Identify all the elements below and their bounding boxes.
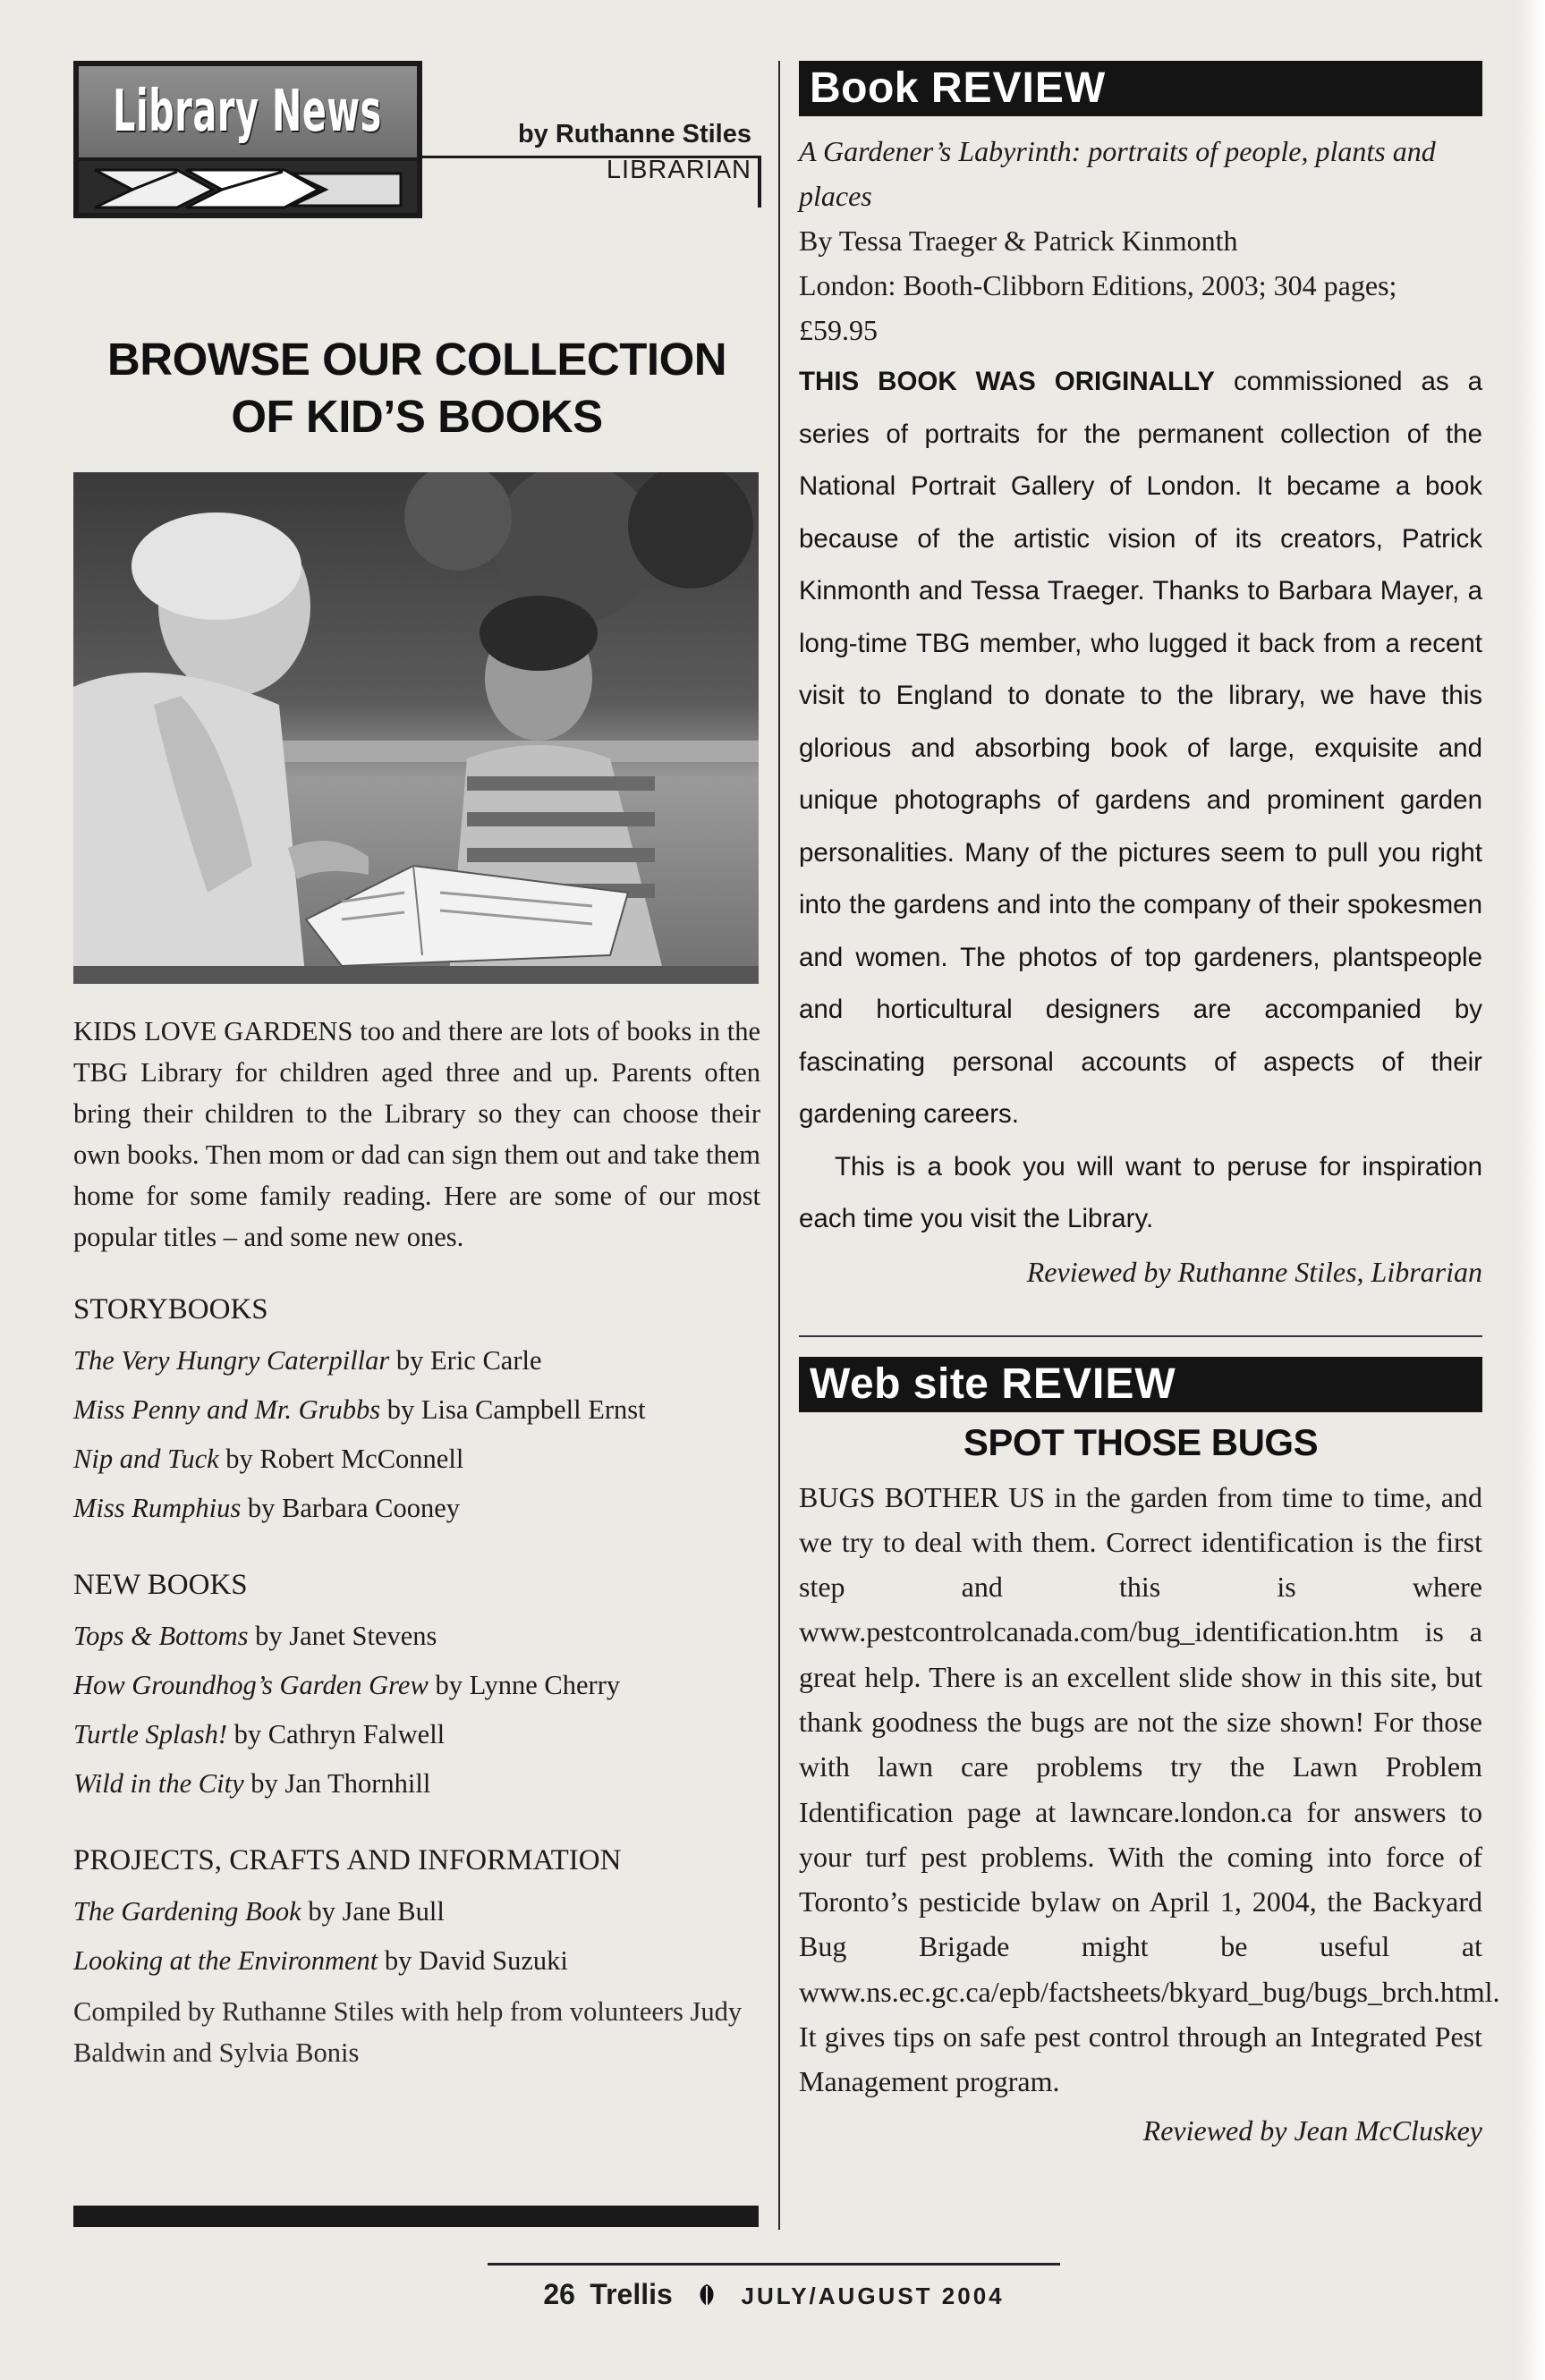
book-entry [73,1336,760,1385]
page-footer [488,2276,1060,2314]
book-title: Nip and Tuck [73,1444,219,1474]
book-title: Looking at the Environment [73,1945,378,1976]
reviewed-book-publisher: London: Booth-Clibborn Editions, 2003; 304 pages; £59.95 [799,269,1397,346]
byline-vertical-rule [758,156,761,208]
library-news-logo [73,61,422,218]
book-entry [73,1484,760,1533]
book-author: by Lynne Cherry [435,1670,621,1700]
web-review-headline: SPOT THOSE BUGS [963,1420,1319,1463]
left-headline-line2: OF KID’S BOOKS [231,391,603,442]
book-title: Miss Penny and Mr. Grubbs [73,1394,381,1425]
book-entry [73,1887,760,1936]
book-title: The Gardening Book [73,1896,301,1927]
book-review-meta [799,129,1482,352]
book-title: Wild in the City [73,1768,244,1799]
library-news-masthead [73,61,760,220]
web-review-heading-part1: Web site [810,1359,989,1408]
book-title: How Groundhog’s Garden Grew [73,1670,429,1700]
footer-rule [488,2263,1060,2266]
page-number: 26 [543,2278,575,2310]
byline-name: by Ruthanne Stiles [517,120,751,148]
book-entry [73,1435,760,1484]
grandfather-child-reading-photo [73,472,759,984]
intro-paragraph: KIDS LOVE GARDENS too and there are lots of books in the TBG Library for children aged three and up. Parents often bring their children to the Library so they can choose their own books. Then mom or dad can sign them out and take them home for some family reading. Here are some of our most popular titles – and some new ones. [73,1016,760,1252]
left-headline-line1: BROWSE OUR COLLECTION [106,334,727,385]
new-books-section [73,1565,760,1808]
reviewed-book-title: A Gardener’s Labyrinth: portraits of people, plants and places [799,135,1436,212]
book-review-paragraph-text: commissioned as a series of portraits for the permanent collection of the National Portrait Gallery of London. It became a book because of the artistic vision of its creators, Patrick Kinmonth and Tessa Traeger. Thanks to Barbara Mayer, a long-time TBG member, who lugged it back from a recent visit to England to donate to the library, we have this glorious and absorbing book of large, exquisite and unique photographs of gardens and prominent garden personalities. Many of the pictures seem to pull you right into the gardens and into the company of their spokesmen and women. The photos of top gardeners, plantspeople and horticultural designers are accompanied by fascinating personal accounts of aspects of their gardening careers. [799,367,1482,1129]
section-heading: PROJECTS, CRAFTS AND INFORMATION [73,1844,622,1876]
book-title: Tops & Bottoms [73,1621,249,1651]
book-review-lead: THIS BOOK WAS ORIGINALLY [799,367,1215,396]
book-review-reviewer: Reviewed by Ruthanne Stiles, Librarian [1026,1255,1482,1288]
projects-section [73,1841,760,1986]
book-review-heading-part1: Book [810,64,919,112]
book-entry [73,1710,760,1759]
book-author: by Jane Bull [308,1896,445,1927]
book-author: by Robert McConnell [225,1444,464,1474]
reviewed-book-authors: By Tessa Traeger & Patrick Kinmonth [799,224,1238,257]
review-divider [799,1335,1482,1337]
web-review-heading-part2: REVIEW [1001,1359,1176,1408]
compiled-by-credit: Compiled by Ruthanne Stiles with help from volunteers Judy Baldwin and Sylvia Bonis [73,1996,743,2068]
book-review-heading-part2: REVIEW [930,64,1107,112]
book-entry [73,1936,760,1986]
column-divider [778,61,780,2230]
page-edge-shadow [1512,0,1545,2380]
book-review-paragraph: This is a book you will want to peruse for inspiration each time you visit the Library. [799,1151,1482,1233]
web-review-reviewer: Reviewed by Jean McCluskey [1142,2113,1482,2147]
book-review-body [799,356,1482,1246]
book-title: The Very Hungry Caterpillar [73,1345,390,1376]
section-heading: NEW BOOKS [73,1569,248,1601]
issue-date: JULY/AUGUST 2004 [741,2283,1005,2309]
book-entry [73,1759,760,1808]
book-author: by Eric Carle [395,1345,542,1376]
web-review-body: BUGS BOTHER US in the garden from time to time, and we try to deal with them. Correct identification is the first step and this is where www.pestcontrolcanada.com/bug_identification.htm is a great help. There is an excellent slide show in this site, but thank goodness the bugs are not the size shown! For those with lawn care problems try the Lawn Problem Identification page at lawncare.london.ca for answers to your turf pest problems. With the coming into force of Toronto’s pesticide bylaw on April 1, 2004, the Backyard Bug Brigade might be useful at www.ns.ec.gc.ca/epb/factsheets/bkyard_bug/bugs_brch.html. It gives tips on safe pest control through an Integrated Pest Management program. [799,1480,1500,2098]
library-news-column [73,61,760,2073]
leaf-icon [696,2283,717,2308]
magazine-name: Trellis [590,2278,673,2310]
book-title: Turtle Splash! [73,1719,228,1749]
open-books-icon [79,161,417,213]
book-entry [73,1612,760,1661]
byline-role: LIBRARIAN [606,156,751,184]
book-author: by Lisa Campbell Ernst [386,1394,646,1425]
book-author: by Cathryn Falwell [233,1719,446,1749]
book-entry [73,1385,760,1435]
storybooks-section [73,1290,760,1533]
logo-text: Library News [113,79,383,145]
book-author: by Barbara Cooney [247,1493,461,1523]
book-review-paragraph [799,356,1482,1141]
book-entry [73,1661,760,1710]
reviews-column [799,61,1500,2153]
byline [518,116,751,188]
web-review-heading [799,1357,1482,1412]
left-column-end-bar [73,2206,759,2227]
book-review-heading [799,61,1482,116]
book-title: Miss Rumphius [73,1493,242,1523]
book-author: by Jan Thornhill [250,1768,431,1799]
book-author: by David Suzuki [384,1945,568,1976]
left-headline [73,331,760,445]
section-heading: STORYBOOKS [73,1293,268,1326]
book-author: by Janet Stevens [255,1621,437,1651]
